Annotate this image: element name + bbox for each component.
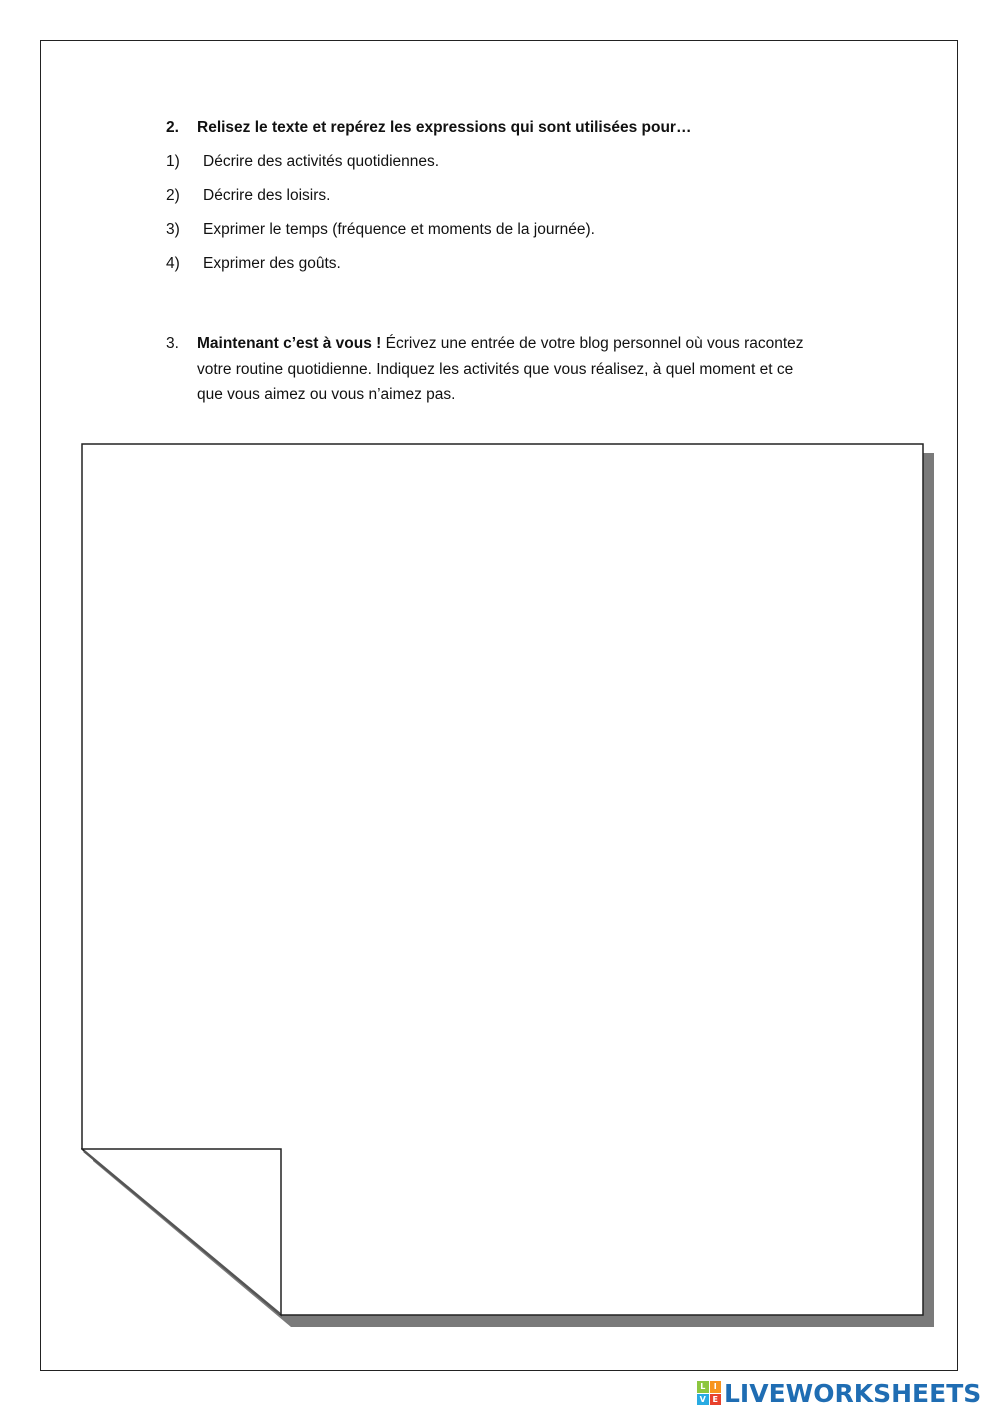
- logo-mark-letter: I: [710, 1381, 722, 1393]
- logo-mark-letter: E: [710, 1394, 722, 1406]
- list-item: [166, 153, 439, 171]
- list-item-number: 1): [166, 153, 180, 170]
- question-2-text: Relisez le texte et repérez les expressions qui sont utilisées pour…: [197, 119, 692, 136]
- list-item-number: 4): [166, 255, 180, 272]
- writing-area[interactable]: [81, 443, 936, 1331]
- question-2-heading: [166, 119, 691, 137]
- liveworksheets-logo-mark: [697, 1381, 721, 1405]
- question-3-line-3: que vous aimez ou vous n’aimez pas.: [197, 386, 456, 403]
- list-item-text: Décrire des loisirs.: [203, 187, 331, 204]
- list-item: [166, 221, 595, 239]
- logo-mark-letter: V: [697, 1394, 709, 1406]
- list-item-text: Décrire des activités quotidiennes.: [203, 153, 440, 170]
- question-2-number: 2.: [166, 119, 179, 136]
- question-3-bold-lead: Maintenant c’est à vous !: [197, 335, 382, 352]
- liveworksheets-logo-text: LIVEWORKSHEETS: [724, 1378, 982, 1408]
- list-item-number: 2): [166, 187, 180, 204]
- list-item-text: Exprimer des goûts.: [203, 255, 341, 272]
- liveworksheets-logo: [697, 1378, 981, 1408]
- question-3-line-1-rest: Écrivez une entrée de votre blog personnel où vous racontez: [381, 335, 804, 352]
- list-item-text: Exprimer le temps (fréquence et moments de la journée).: [203, 221, 595, 238]
- question-3-number: 3.: [166, 335, 179, 352]
- list-item: [166, 187, 330, 205]
- list-item: [166, 255, 341, 273]
- question-3-line-2: votre routine quotidienne. Indiquez les activités que vous réalisez, à quel moment et ce: [197, 360, 794, 378]
- question-3-instructions: [197, 331, 862, 408]
- logo-mark-letter: L: [697, 1381, 709, 1393]
- question-3-line-1: [197, 331, 862, 357]
- list-item-number: 3): [166, 221, 180, 238]
